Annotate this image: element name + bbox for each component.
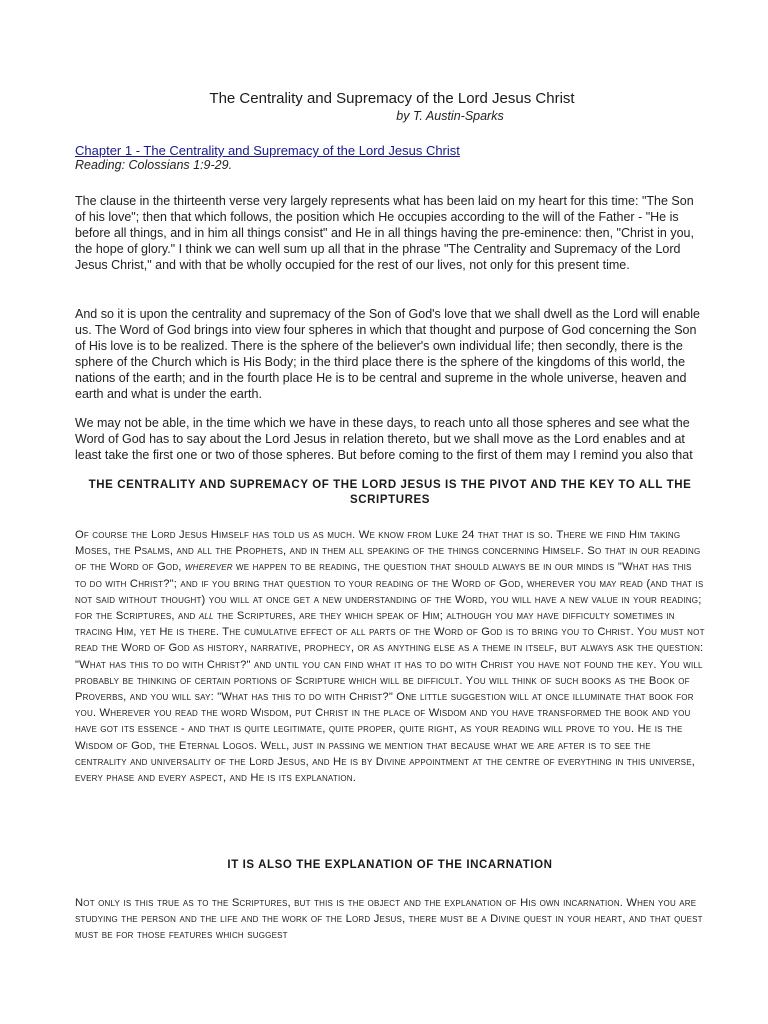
small-caps-paragraph-1 bbox=[75, 527, 705, 786]
paragraph-3: We may not be able, in the time which we have in these days, to reach unto all those spheres and see what the Word of God has to say about the Lord Jesus in relation thereto, but we shall move as the Lord enables and at least take the first one or two of those spheres. But before coming to the first of them may I remind you also that bbox=[75, 416, 693, 462]
sc1-emphasis-wherever: wherever bbox=[184, 561, 233, 574]
author-byline bbox=[0, 109, 768, 123]
small-caps-paragraph-2: Not only is this true as to the Scriptures, but this is the object and the explanation of His own incarnation. When you are studying the person and the life and the work of the Lord Jesus, there must be a Divine quest in your heart, and that quest must be for those features which suggest bbox=[75, 897, 703, 942]
document-title: The Centrality and Supremacy of the Lord Jesus Christ bbox=[209, 90, 575, 107]
paragraph-1: The clause in the thirteenth verse very largely represents what has been laid on my heart for this time: "The Son of his love"; then that which follows, the position which He occupies according to the will of the Father - "He is before all things, and in him all things consist" and He in all things having the pre-eminence: then, "Christ in you, the hope of glory." I think we can well sum up all that in the phrase "The Centrality and Supremacy of the Lord Jesus Christ," and with that be wholly occupied for the rest of our lives, not only for this present time. bbox=[75, 194, 694, 272]
section-heading-incarnation: IT IS ALSO THE EXPLANATION OF THE INCARNATION bbox=[227, 859, 553, 871]
chapter-1-link[interactable]: Chapter 1 - The Centrality and Supremacy of the Lord Jesus Christ bbox=[75, 143, 460, 158]
sc1-emphasis-all: all bbox=[198, 610, 214, 623]
paragraph-2: And so it is upon the centrality and supremacy of the Son of God's love that we shall dwell as the Lord will enable us. The Word of God brings into view four spheres in which that thought and purpose of God concerning the Son of His love is to be realized. There is the sphere of the believer's own individual life; then secondly, there is the sphere of the Church which is His Body; in the third place there is the sphere of the kingdoms of this world, the nations of the earth; and in the fourth place He is to be central and supreme in the whole universe, heaven and earth and what is under the earth. bbox=[75, 307, 700, 401]
scripture-reading: Reading: Colossians 1:9-29. bbox=[75, 158, 233, 172]
section-heading-scriptures: THE CENTRALITY AND SUPREMACY OF THE LORD JESUS IS THE PIVOT AND THE KEY TO ALL THE SCRIPTURES bbox=[88, 479, 692, 506]
author-byline-text: by T. Austin-Sparks bbox=[396, 109, 504, 123]
sc1-part3: the Scriptures, are they which speak of Him; although you may have difficulty sometimes in tracing Him, yet He is there. The cumulative effect of all parts of the Word of God is to bring you to Christ. You must not read the Word of God as history, narrative, prophecy, or as anything else as a theme in itself, but always ask the question: "What has this to do with Christ?" and until you can find what it has to do with Christ you have not found the key. You will probably be thinking of certain portions of Scripture which will be difficult. You will think of such books as the Book of Proverbs, and you will say: "What has this to do with Christ?" One little suggestion will at once illuminate that book for you. Wherever you read the word Wisdom, put Christ in the place of Wisdom and you have transformed the book and you have got its essence - and that is quite legitimate, quite proper, quite right, as your reading will prove to you. He is the Wisdom of God, the Eternal Logos. Well, just in passing we mention that because what we are after is to see the centrality and universality of the Lord Jesus, and He is by Divine appointment at the centre of everything in this universe, every phase and every aspect, and He is its explanation. bbox=[75, 610, 705, 785]
sc1-part1: Of course the Lord Jesus Himself has told us as much. We know from Luke 24 that that is so. There we find Him taking Moses, the Psalms, and all the Prophets, and in them all speaking of the things concerning Himself. So that in our reading of the Word of God, bbox=[75, 529, 701, 574]
sc1-part2: we happen to be reading, the question that should always be in our minds is "What has this to do with Christ?"; and if you bring that question to your reading of the Word of God, wherever you may read (and that is not said without thought) you will at once get a new understanding of the Word, you will have a new value in your reading; for the Scriptures, and bbox=[75, 561, 704, 623]
